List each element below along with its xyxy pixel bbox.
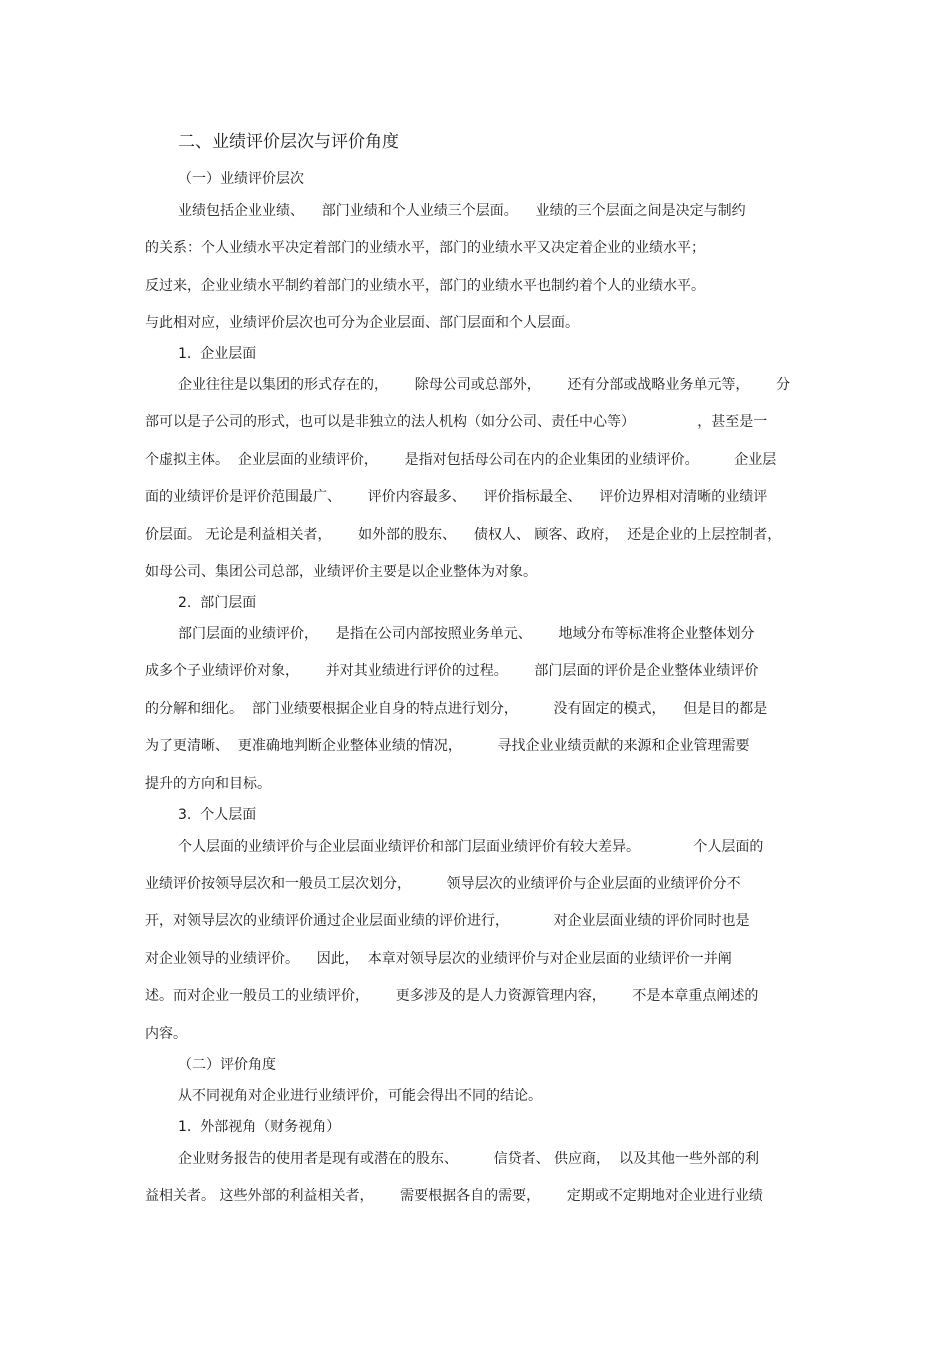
paragraph-line: 如母公司、集团公司总部，业绩评价主要是以企业整体为对象。 (145, 564, 537, 580)
paragraph-line: 个人层面的业绩评价与企业层面业绩评价和部门层面业绩评价有较大差异。 个人层面的 (178, 839, 764, 855)
paragraph-line: 的分解和细化。 部门业绩要根据企业自身的特点进行划分， 没有固定的模式， 但是目的都是 (145, 701, 768, 717)
subsection-heading: （二）评价角度 (178, 1057, 276, 1073)
paragraph-line: 部可以是子公司的形式，也可以是非独立的法人机构（如分公司、责任中心等） ，甚至是一 (145, 414, 768, 430)
paragraph-line: 内容。 (145, 1026, 187, 1042)
paragraph-line: 开，对领导层次的业绩评价通过企业层面业绩的评价进行， 对企业层面业绩的评价同时也是 (145, 913, 750, 929)
paragraph-line: 部门层面的业绩评价， 是指在公司内部按照业务单元、 地域分布等标准将企业整体划分 (178, 626, 755, 642)
paragraph-line: 业绩评价按领导层次和一般员工层次划分， 领导层次的业绩评价与企业层面的业绩评价分不 (145, 876, 741, 892)
paragraph-line: 提升的方向和目标。 (145, 776, 271, 792)
item-heading: 1. 企业层面 (178, 346, 257, 362)
paragraph-line: 述。而对企业一般员工的业绩评价， 更多涉及的是人力资源管理内容， 不是本章重点阐述的 (145, 988, 759, 1004)
subsection-heading: （一）业绩评价层次 (178, 171, 304, 187)
paragraph-line: 业绩包括企业业绩、 部门业绩和个人业绩三个层面。 业绩的三个层面之间是决定与制约 (178, 203, 746, 219)
paragraph-line: 从不同视角对企业进行业绩评价，可能会得出不同的结论。 (178, 1088, 542, 1104)
paragraph-line: 为了更清晰、 更准确地判断企业整体业绩的情况， 寻找企业业绩贡献的来源和企业管理需要 (145, 738, 750, 754)
paragraph-line: 成多个子业绩评价对象， 并对其业绩进行评价的过程。 部门层面的评价是企业整体业绩评价 (145, 663, 759, 679)
paragraph-line: 个虚拟主体。 企业层面的业绩评价， 是指对包括母公司在内的企业集团的业绩评价。 企业层 (145, 452, 777, 468)
item-heading: 3. 个人层面 (178, 807, 257, 823)
paragraph-line: 面的业绩评价是评价范围最广、 评价内容最多、 评价指标最全、 评价边界相对清晰的业绩评 (145, 489, 768, 505)
item-heading: 2. 部门层面 (178, 595, 257, 611)
paragraph-line: 的关系：个人业绩水平决定着部门的业绩水平，部门的业绩水平又决定着企业的业绩水平； (145, 240, 705, 256)
paragraph-line: 与此相对应，业绩评价层次也可分为企业层面、部门层面和个人层面。 (145, 315, 579, 331)
paragraph-line: 反过来，企业业绩水平制约着部门的业绩水平，部门的业绩水平也制约着个人的业绩水平。 (145, 278, 705, 294)
item-heading: 1. 外部视角（财务视角） (178, 1119, 341, 1135)
section-title: 二、业绩评价层次与评价角度 (178, 132, 399, 152)
paragraph-line: 价层面。 无论是利益相关者， 如外部的股东、 债权人、 顾客、政府， 还是企业的上层控制者， (145, 527, 782, 543)
paragraph-line: 益相关者。 这些外部的利益相关者， 需要根据各自的需要， 定期或不定期地对企业进行业绩 (145, 1188, 763, 1204)
paragraph-line: 企业往往是以集团的形式存在的， 除母公司或总部外， 还有分部或战略业务单元等， 分 (178, 377, 791, 393)
paragraph-line: 企业财务报告的使用者是现有或潜在的股东、 信贷者、 供应商， 以及其他一些外部的利 (178, 1151, 759, 1167)
paragraph-line: 对企业领导的业绩评价。 因此， 本章对领导层次的业绩评价与对企业层面的业绩评价一并阐 (145, 951, 732, 967)
